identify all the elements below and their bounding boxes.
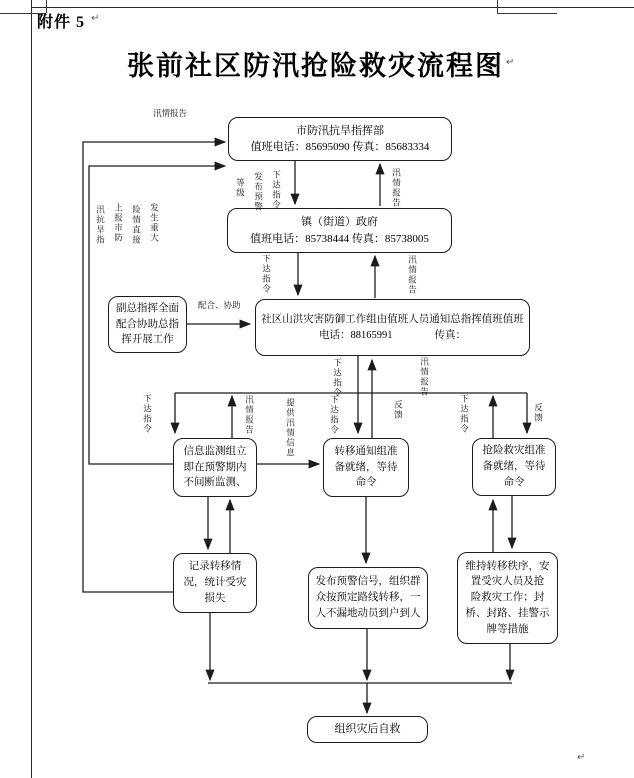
node-text-line: 值班电话：85695090 传真：85683334 (250, 141, 430, 153)
info-monitor-team-box (173, 438, 257, 497)
node-text-line: 转移通知组准 (334, 445, 398, 457)
edge-label-issue-order-5: 下达指令 (329, 395, 340, 435)
edge-label-issue-order-2: 下达指令 (261, 254, 272, 294)
edge-label-cooperate-assist: 配合、协助 (198, 300, 241, 310)
node-text-line: 组织灾后自救 (334, 723, 401, 736)
node-text-line: 副总指挥全面 (116, 302, 179, 314)
node-text-line: 险救灾工作；封 (470, 592, 545, 604)
edge-label-flood-report-2: 汛情报告 (407, 255, 418, 295)
edge-label-major-danger-col2: 险情直接 (131, 205, 142, 245)
paragraph-mark: ↵ (506, 57, 515, 68)
page-top-border (31, 7, 634, 8)
node-text-line: 电话：88165991 传真： (319, 329, 466, 341)
node-text-line: 况，统计受灾 (183, 577, 247, 589)
edge-label-issue-order-1: 下达指令 (271, 170, 282, 210)
edge-label-provide-flood-info: 提供汛情信息 (285, 398, 296, 458)
node-text-line: 即在预警期内 (183, 461, 247, 473)
edge-label-major-danger-col3: 上报市防 (113, 203, 124, 243)
node-text-line: 备就绪，等待 (482, 461, 546, 473)
node-text-line: 记录转移情 (188, 561, 242, 573)
node-text-line: 损失 (204, 592, 226, 604)
node-text-line: 置受灾人员及抢 (470, 576, 545, 588)
margin-mark-topright-h (497, 13, 557, 14)
node-text-line: 配合协助总指 (116, 318, 179, 330)
node-text-line: 桥、封路、挂警示 (465, 607, 550, 619)
node-text-line: 值班电话：85738444 传真：85738005 (250, 232, 429, 245)
node-text-line: 市防汛抗旱指挥部 (296, 124, 384, 137)
page-left-border (31, 0, 32, 778)
page-title: 张前社区防汛抢险救灾流程图 (127, 51, 504, 81)
edge-label-warning-level: 等级 (235, 178, 246, 198)
edge-label-release-warning: 发布预警 (253, 172, 264, 212)
maintain-order-box (457, 552, 558, 644)
edge-label-flood-report-topleft: 汛情报告 (153, 108, 188, 118)
node-text-line: 众按预定路线转移，一 (315, 592, 421, 604)
node-text-line: 备就绪，等待 (334, 461, 398, 473)
issue-warning-box (308, 567, 428, 629)
record-transfer-box (173, 553, 257, 613)
edge-label-feedback-1: 反馈 (393, 400, 404, 420)
margin-mark-topright-v (497, 0, 498, 13)
node-text-line: 维持转移秩序，安 (465, 560, 550, 572)
town-gov-box (227, 208, 452, 253)
node-text-line: 镇（街道）政府 (301, 216, 378, 228)
node-text-line: 命令 (355, 477, 377, 489)
edge-label-flood-report-1: 汛情报告 (391, 168, 402, 208)
paragraph-mark: ↵ (577, 752, 586, 763)
node-text-line: 牌等措施 (486, 623, 529, 635)
city-hq-box (228, 117, 452, 161)
community-workgroup-box (255, 299, 530, 356)
edge-label-major-danger-col4: 汛抗旱指 (95, 205, 106, 245)
node-text-line: 不间断监测、 (183, 477, 247, 489)
node-text-line: 抢险救灾组准 (482, 445, 546, 457)
edge-label-issue-order-6: 下达指令 (459, 394, 470, 434)
edge-label-issue-order-4: 下达指令 (142, 394, 153, 434)
edge-label-issue-order-3: 下达指令 (332, 358, 343, 398)
edge-label-feedback-2: 反馈 (533, 403, 544, 423)
paragraph-mark: ↵ (91, 13, 100, 24)
node-text-line: 发布预警信号，组织群 (315, 576, 421, 588)
node-text-line: 挥开展工作 (121, 334, 174, 346)
self-rescue-box (307, 716, 428, 743)
node-text-line: 社区山洪灾害防御工作组由值班人员通知总指挥值班值班 (261, 313, 524, 325)
edge-label-flood-report-4: 汛情报告 (244, 395, 255, 435)
rescue-team-box (472, 438, 556, 496)
node-text-line: 信息监测组立 (183, 445, 247, 457)
edge-label-major-danger-col1: 发生重大 (149, 203, 160, 243)
node-text-line: 命令 (503, 476, 525, 488)
node-text-line: 人不漏地动员到户到人 (315, 607, 421, 619)
attachment-label: 附件 5 (37, 14, 86, 31)
edge-label-flood-report-3: 汛情报告 (419, 357, 430, 397)
deputy-commander-box (108, 296, 187, 353)
transfer-notify-team-box (323, 438, 409, 497)
